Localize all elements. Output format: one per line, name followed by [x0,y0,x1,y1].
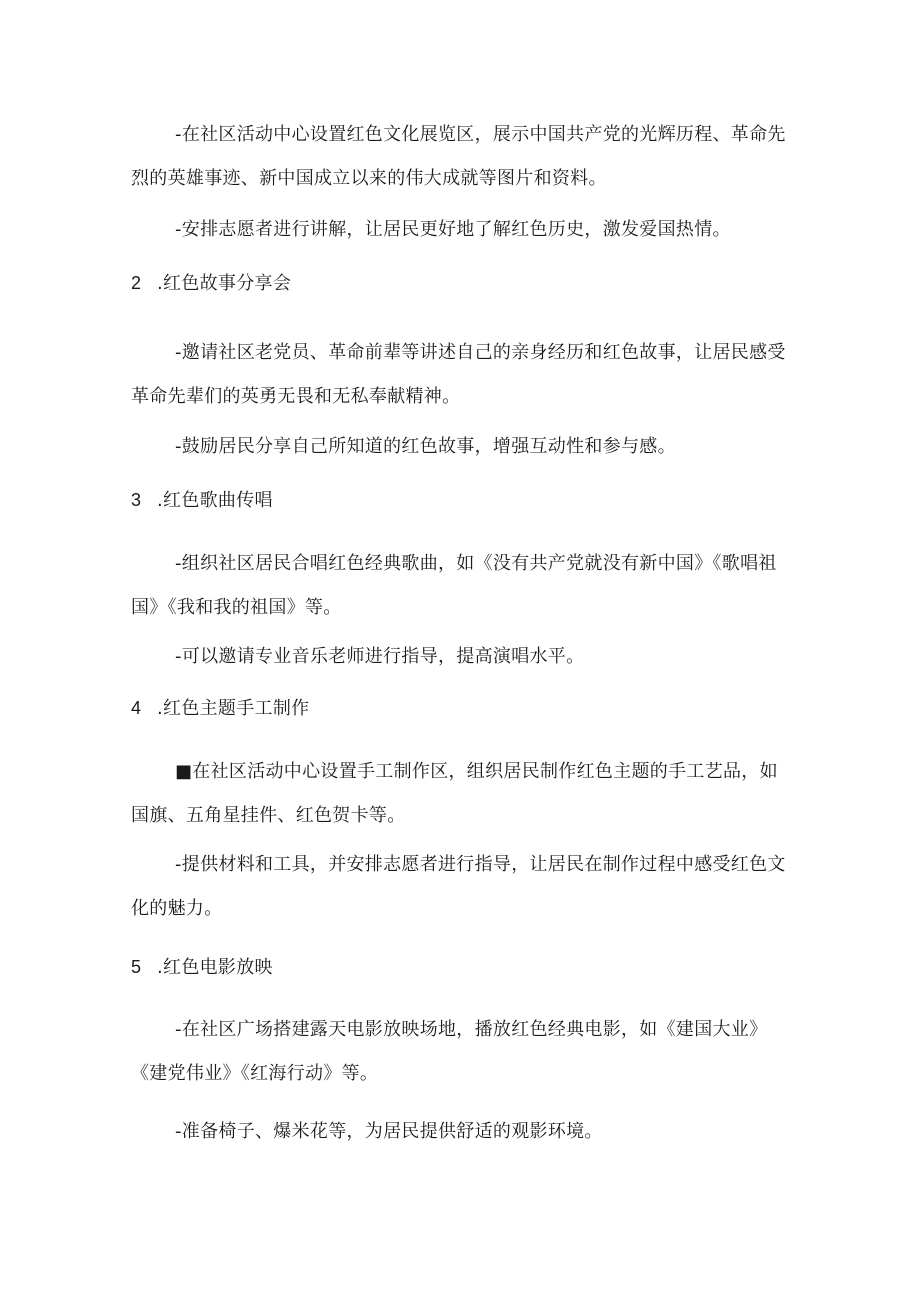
section-title: .红色故事分享会 [157,273,292,294]
section-heading-3 [131,485,791,516]
section-number: 5 [131,957,142,977]
paragraph-story-share: -鼓励居民分享自己所知道的红色故事，增强互动性和参与感。 [175,436,676,457]
paragraph-story-invite: -邀请社区老党员、革命前辈等讲述自己的亲身经历和红色故事，让居民感受革命先辈们的英勇无畏和无私奉献精神。 [131,342,786,407]
paragraph-music-teacher: -可以邀请专业音乐老师进行指导，提高演唱水平。 [175,646,585,667]
paragraph-exhibition-area: -在社区活动中心设置红色文化展览区，展示中国共产党的光辉历程、革命先烈的英雄事迹、新中国成立以来的伟大成就等图片和资料。 [131,124,786,189]
section-number: 3 [131,490,142,510]
section-number: 2 [131,273,142,293]
paragraph-handcraft-area: ■在社区活动中心设置手工制作区，组织居民制作红色主题的手工艺品，如国旗、五角星挂件、红色贺卡等。 [131,761,778,826]
section-heading-5 [131,952,791,983]
paragraph-outdoor-cinema: -在社区广场搭建露天电影放映场地，播放红色经典电影，如《建国大业》《建党伟业》《红海行动》等。 [131,1019,768,1084]
section-title: .红色歌曲传唱 [157,490,273,511]
section-heading-2 [131,268,791,299]
section-number: 4 [131,698,142,718]
paragraph-cinema-comfort: -准备椅子、爆米花等，为居民提供舒适的观影环境。 [175,1121,603,1142]
section-heading-4 [131,693,791,724]
section-title: .红色电影放映 [157,957,273,978]
paragraph-chorus: -组织社区居民合唱红色经典歌曲，如《没有共产党就没有新中国》《歌唱祖国》《我和我的祖国》等。 [131,553,777,618]
section-title: .红色主题手工制作 [157,698,310,719]
paragraph-handcraft-materials: -提供材料和工具，并安排志愿者进行指导，让居民在制作过程中感受红色文化的魅力。 [131,854,786,919]
paragraph-volunteer-guides: -安排志愿者进行讲解，让居民更好地了解红色历史，激发爱国热情。 [175,219,731,240]
